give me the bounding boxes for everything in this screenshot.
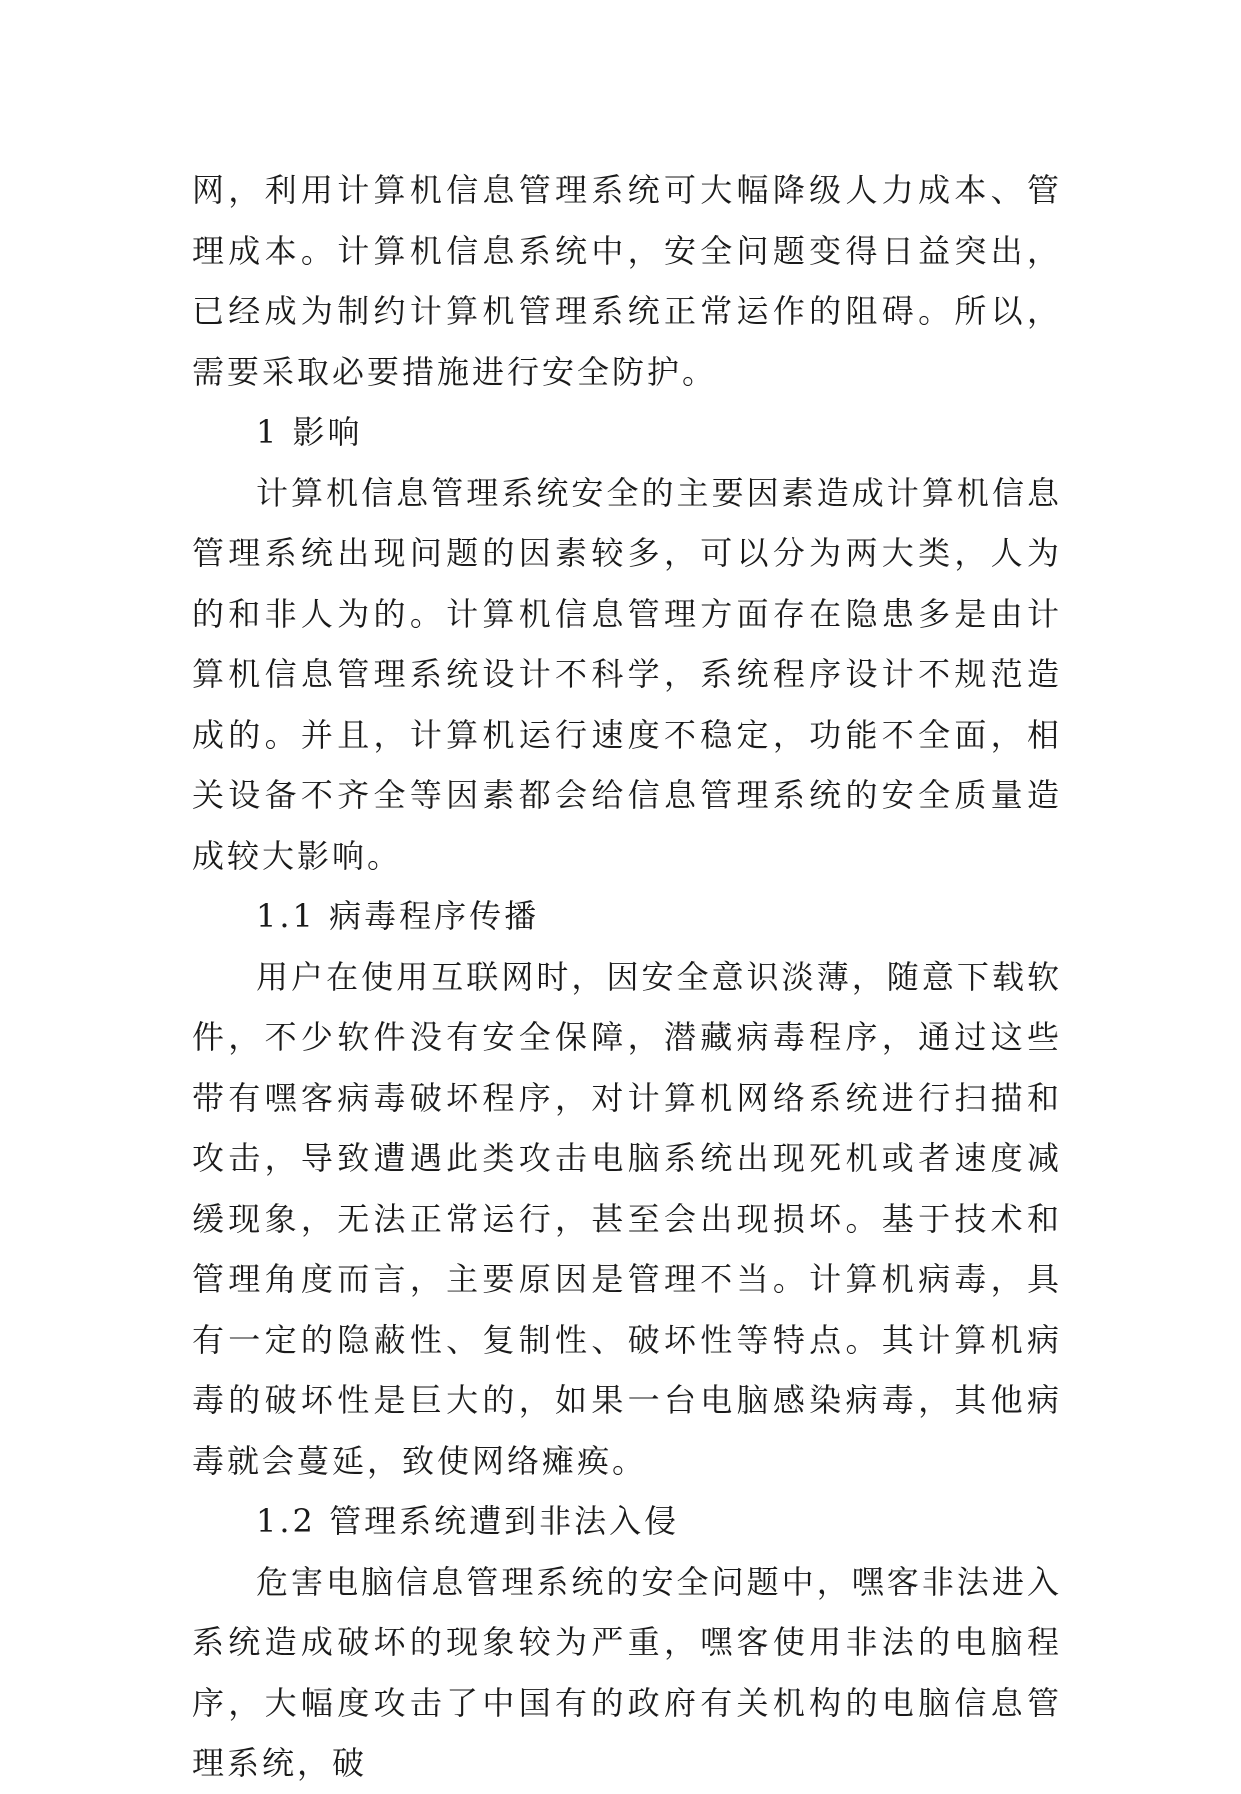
section-heading-1-2: 1.2 管理系统遭到非法入侵: [256, 1502, 680, 1540]
paragraph-virus: 用户在使用互联网时，因安全意识淡薄，随意下载软件，不少软件没有安全保障，潜藏病毒程序，通过这些带有嘿客病毒破坏程序，对计算机网络系统进行扫描和攻击，导致遭遇此类攻击电脑系统出现死机或者速度减缓现象，无法正常运行，甚至会出现损坏。基于技术和管理角度而言，主要原因是管理不当。计算机病毒，具有一定的隐蔽性、复制性、破坏性等特点。其计算机病毒的破坏性是巨大的，如果一台电脑感染病毒，其他病毒就会蔓延，致使网络瘫痪。: [192, 957, 1062, 1480]
paragraph-continued: 网，利用计算机信息管理系统可大幅降级人力成本、管理成本。计算机信息系统中，安全问题变得日益突出，已经成为制约计算机管理系统正常运作的阻碍。所以，需要采取必要措施进行安全防护。: [192, 171, 1062, 391]
document-body: [192, 160, 1062, 1794]
section-heading-1: 1 影响: [256, 413, 363, 451]
paragraph-influence: 计算机信息管理系统安全的主要因素造成计算机信息管理系统出现问题的因素较多，可以分为两大类，人为的和非人为的。计算机信息管理方面存在隐患多是由计算机信息管理系统设计不科学，系统程序设计不规范造成的。并且，计算机运行速度不稳定，功能不全面，相关设备不齐全等因素都会给信息管理系统的安全质量造成较大影响。: [192, 473, 1062, 875]
paragraph-intrusion: 危害电脑信息管理系统的安全问题中，嘿客非法进入系统造成破坏的现象较为严重，嘿客使用非法的电脑程序，大幅度攻击了中国有的政府有关机构的电脑信息管理系统，破: [192, 1562, 1062, 1782]
section-heading-1-1: 1.1 病毒程序传播: [256, 897, 540, 935]
